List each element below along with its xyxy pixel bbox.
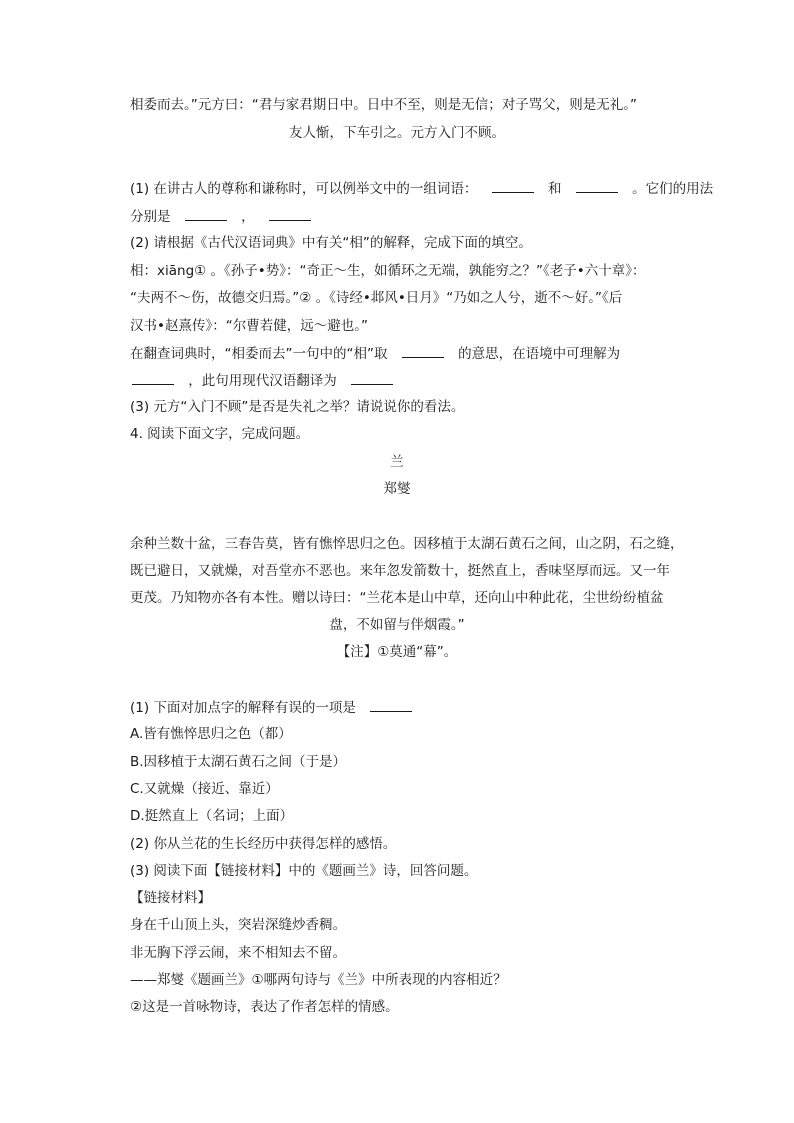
q4-sub2: (2) 你从兰花的生长经历中获得怎样的感悟。 <box>130 836 397 852</box>
q3-part1-text-d: 分别是 <box>130 209 171 225</box>
q3-part2: (2) 请根据《古代汉语词典》中有关“相”的解释，完成下面的填空。 <box>130 235 532 251</box>
option-b[interactable]: B.因移植于太湖石黄石之间（于是） <box>130 754 347 770</box>
answer-blank[interactable] <box>402 343 444 358</box>
answer-blank[interactable] <box>576 178 618 193</box>
dict-entry-line-2: “夫两不～伤，故德交归焉。”② 。《诗经•邶风•日月》“乃如之人兮，逝不～好。”《后 <box>130 290 623 306</box>
q4-header: 4. 阅读下面文字，完成问题。 <box>130 426 310 442</box>
option-c[interactable]: C.又就燥（接近、靠近） <box>130 781 279 797</box>
dict-entry-line-3: 汉书•赵熹传》：“尔曹若健，远～避也。” <box>130 318 368 334</box>
q4-sub3: (3) 阅读下面【链接材料】中的《题画兰》诗，回答问题。 <box>130 863 478 879</box>
passage-text-2: 既已避日，又就燥，对吾堂亦不恶也。来年忽发箭数十，挺然直上，香味坚厚而远。又一年 <box>130 563 670 579</box>
q3-fill-text-c: ，此句用现代汉语翻译为 <box>188 373 337 389</box>
passage-text-4: 盘，不如留与伴烟霞。” <box>329 617 465 633</box>
linked-poem-line-2: 非无胸下浮云闹，来不相知去不留。 <box>130 945 346 961</box>
q3-fill-text-a: 在翻查词典时，“相委而去”一句中的“相”取 <box>130 346 388 362</box>
q3-part1-text-e: ， <box>241 209 255 225</box>
linked-poem-line-1: 身在千山顶上头，突岩深缝炒香稠。 <box>130 917 346 933</box>
q3-fill-line1 <box>130 343 620 364</box>
q3-part1-line2 <box>130 206 313 227</box>
poem-title: 兰 <box>390 454 404 470</box>
q3-part3: (3) 元方“入门不顾”是否是失礼之举？请说说你的看法。 <box>130 399 465 415</box>
q4-sub1-text: (1) 下面对加点字的解释有误的一项是 <box>130 700 356 716</box>
link-material-title: 【链接材料】 <box>130 890 211 906</box>
answer-blank[interactable] <box>185 206 227 221</box>
passage-line-2: 友人惭，下车引之。元方入门不顾。 <box>289 125 505 141</box>
answer-blank[interactable] <box>269 206 311 221</box>
option-a[interactable]: A.皆有憔悴思归之色（都） <box>130 726 292 742</box>
q3-fill-text-b: 的意思，在语境中可理解为 <box>458 346 621 362</box>
q3-fill-line2 <box>130 370 395 391</box>
dict-entry-line-1: 相：xiāng① 。《孙子•势》：“奇正～生，如循环之无端，孰能穷之？”《老子•六十章》： <box>130 263 646 279</box>
option-d[interactable]: D.挺然直上（名词；上面） <box>130 808 294 824</box>
passage-text-1: 余种兰数十盆，三春告莫，皆有憔悴思归之色。因移植于太湖石黄石之间，山之阴，石之缝， <box>130 536 684 552</box>
q3-part1-text-c: 。它们的用法 <box>632 181 714 197</box>
answer-blank[interactable] <box>370 697 412 712</box>
answer-blank[interactable] <box>492 178 534 193</box>
linked-question-2: ②这是一首咏物诗，表达了作者怎样的情感。 <box>130 999 399 1015</box>
q3-part1-text-b: 和 <box>548 181 562 197</box>
q3-part1-text-a: (1) 在讲古人的尊称和谦称时，可以例举文中的一组词语： <box>130 181 478 197</box>
answer-blank[interactable] <box>351 370 393 385</box>
annotation-note: 【注】①莫通“幕”。 <box>336 644 458 660</box>
linked-poem-source: ——郑燮《题画兰》①哪两句诗与《兰》中所表现的内容相近？ <box>130 972 507 988</box>
q3-part1-line1 <box>130 178 713 199</box>
q4-sub1 <box>130 697 414 718</box>
passage-line-1: 相委而去。”元方曰：“君与家君期日中。日中不至，则是无信；对子骂父，则是无礼。” <box>130 97 637 113</box>
poem-author: 郑燮 <box>383 481 411 497</box>
passage-text-3: 更茂。乃知物亦各有本性。赠以诗曰：“兰花本是山中草，还向山中种此花，尘世纷纷植盆 <box>130 590 664 606</box>
answer-blank[interactable] <box>132 370 174 385</box>
